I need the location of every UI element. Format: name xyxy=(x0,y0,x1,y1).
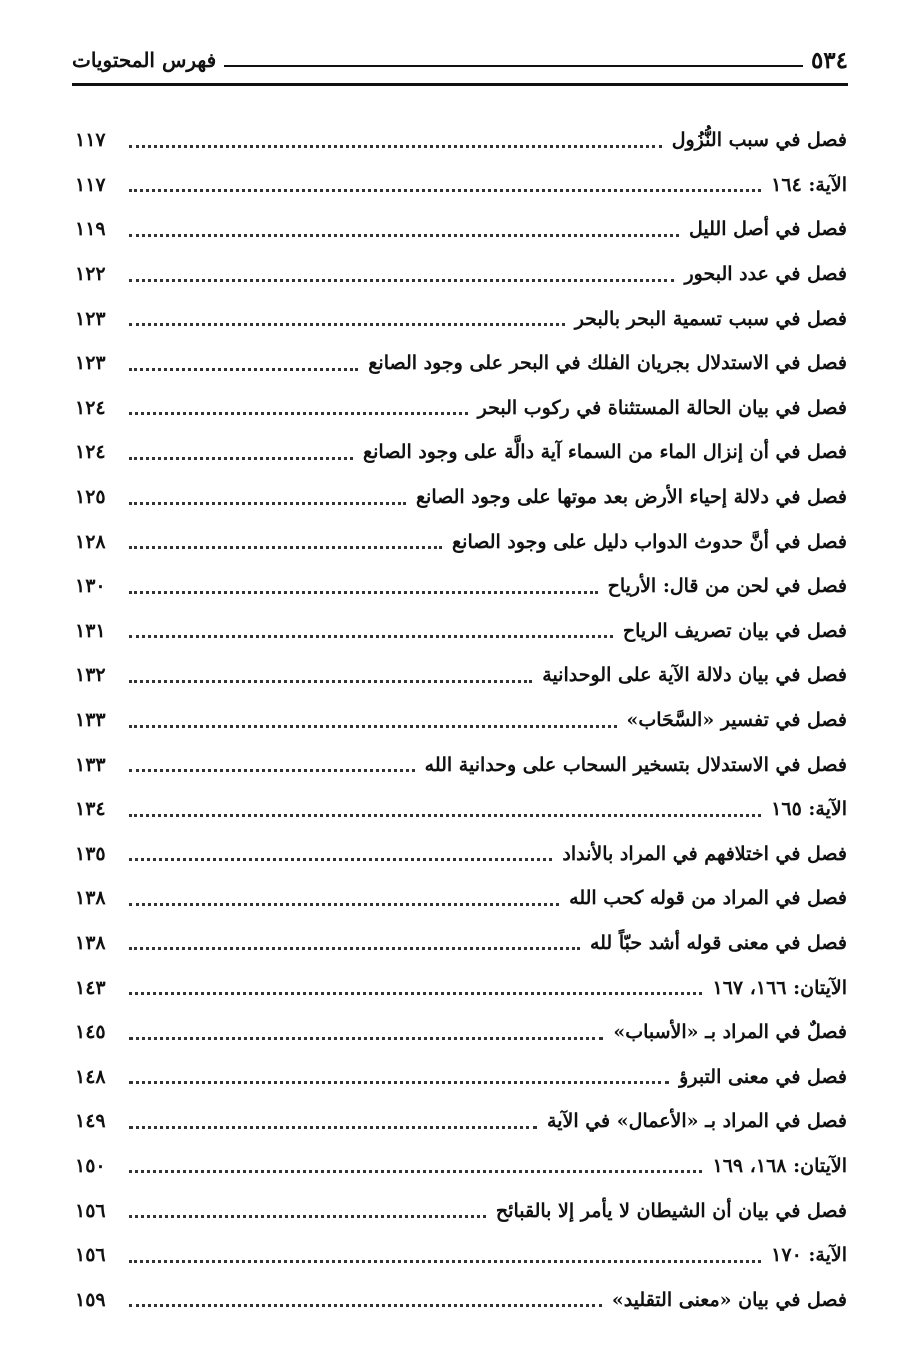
entry-title: فصل في المراد بـ «الأعمال» في الآية xyxy=(547,1110,847,1133)
dot-leader xyxy=(129,323,565,326)
toc-entry xyxy=(75,609,847,654)
entry-page-number: ١٥٦ xyxy=(75,1199,106,1222)
entry-page-number: ١٢٣ xyxy=(75,352,106,375)
entry-title: فصل في اختلافهم في المراد بالأنداد xyxy=(562,842,847,865)
entry-page-number: ١١٧ xyxy=(75,129,106,152)
dot-leader xyxy=(129,1215,486,1218)
entry-title: فصل في معنى قوله أشد حبّاً لله xyxy=(589,931,847,954)
toc-entry xyxy=(75,1099,847,1144)
entry-title: فصل في عدد البحور xyxy=(684,263,847,286)
entry-title: فصل في أنَّ حدوث الدواب دليل على وجود الصانع xyxy=(452,530,847,553)
entry-page-number: ١٣٥ xyxy=(75,842,106,865)
dot-leader xyxy=(129,1037,603,1040)
header-rule xyxy=(72,83,848,86)
entry-title: فصل في دلالة إحياء الأرض بعد موتها على وجود الصانع xyxy=(415,486,847,509)
entry-page-number: ١٥٠ xyxy=(75,1154,106,1177)
dot-leader xyxy=(129,1304,602,1307)
dot-leader xyxy=(129,368,358,371)
entry-title: الآية: ١٦٤ xyxy=(771,173,847,196)
entry-page-number: ١٣٨ xyxy=(75,931,106,954)
dot-leader xyxy=(129,279,674,282)
toc-entry xyxy=(75,832,847,877)
dot-leader xyxy=(129,635,613,638)
dot-leader xyxy=(129,546,442,549)
dot-leader xyxy=(129,814,761,817)
toc-entry xyxy=(75,698,847,743)
entry-title: فصل في أصل الليل xyxy=(689,218,847,241)
dot-leader xyxy=(129,769,415,772)
toc-entry xyxy=(75,475,847,520)
entry-title: فصل في تفسير «السَّحَاب» xyxy=(626,709,847,732)
entry-page-number: ١٤٣ xyxy=(75,976,106,999)
entry-title: فصل في سبب النُّزُول xyxy=(671,129,847,152)
entry-page-number: ١٣٣ xyxy=(75,709,106,732)
toc-entry xyxy=(75,653,847,698)
entry-page-number: ١٣٨ xyxy=(75,887,106,910)
entry-title: فصل في أن إنزال الماء من السماء آية دالَّة على وجود الصانع xyxy=(363,441,847,464)
page-header xyxy=(72,40,848,80)
entry-page-number: ١٢٢ xyxy=(75,263,106,286)
dot-leader xyxy=(129,412,468,415)
toc-entry xyxy=(75,1233,847,1278)
entry-title: فصل في الاستدلال بتسخير السحاب على وحدانية الله xyxy=(424,753,847,776)
toc-entry xyxy=(75,163,847,208)
dot-leader xyxy=(129,189,761,192)
header-line xyxy=(224,65,803,67)
entry-title: فصل في الاستدلال بجريان الفلك في البحر على وجود الصانع xyxy=(368,352,847,375)
toc-entry xyxy=(75,118,847,163)
toc-entry xyxy=(75,1188,847,1233)
toc-entry xyxy=(75,207,847,252)
dot-leader xyxy=(129,145,662,148)
entry-title: فصل في بيان تصريف الرياح xyxy=(622,619,847,642)
entry-title: فصلٌ في المراد بـ «الأسباب» xyxy=(613,1021,847,1044)
toc-list xyxy=(75,118,847,1322)
entry-page-number: ١٣١ xyxy=(75,619,106,642)
entry-page-number: ١٤٩ xyxy=(75,1110,106,1133)
dot-leader xyxy=(129,1126,537,1129)
entry-page-number: ١١٩ xyxy=(75,218,106,241)
toc-entry xyxy=(75,876,847,921)
dot-leader xyxy=(129,457,353,460)
toc-entry xyxy=(75,787,847,832)
dot-leader xyxy=(129,591,598,594)
entry-page-number: ١٥٦ xyxy=(75,1244,106,1267)
toc-entry xyxy=(75,965,847,1010)
entry-page-number: ١٢٤ xyxy=(75,396,106,419)
toc-entry xyxy=(75,1277,847,1322)
toc-entry xyxy=(75,1144,847,1189)
header-title: فهرس المحتويات xyxy=(72,48,217,72)
toc-entry xyxy=(75,386,847,431)
entry-page-number: ١٢٣ xyxy=(75,307,106,330)
entry-title: فصل في معنى التبرؤ xyxy=(679,1065,847,1088)
entry-title: فصل في بيان «معنى التقليد» xyxy=(611,1288,847,1311)
entry-title: الآيتان: ١٦٦، ١٦٧ xyxy=(712,976,847,999)
entry-title: فصل في سبب تسمية البحر بالبحر xyxy=(574,307,847,330)
toc-entry xyxy=(75,430,847,475)
entry-title: الآيتان: ١٦٨، ١٦٩ xyxy=(712,1154,847,1177)
entry-title: الآية: ١٦٥ xyxy=(771,798,847,821)
toc-entry xyxy=(75,564,847,609)
entry-page-number: ١٢٨ xyxy=(75,530,106,553)
entry-page-number: ١٤٨ xyxy=(75,1065,106,1088)
entry-title: فصل في بيان أن الشيطان لا يأمر إلا بالقبائح xyxy=(495,1199,847,1222)
toc-entry xyxy=(75,1010,847,1055)
dot-leader xyxy=(129,903,559,906)
dot-leader xyxy=(129,680,532,683)
entry-title: فصل في بيان الحالة المستثناة في ركوب البحر xyxy=(477,396,847,419)
dot-leader xyxy=(129,234,679,237)
entry-page-number: ١٢٤ xyxy=(75,441,106,464)
entry-title: الآية: ١٧٠ xyxy=(771,1244,847,1267)
toc-entry xyxy=(75,296,847,341)
toc-entry xyxy=(75,341,847,386)
page-number: ٥٣٤ xyxy=(810,46,848,74)
entry-page-number: ١٥٩ xyxy=(75,1288,106,1311)
entry-page-number: ١٣٠ xyxy=(75,575,106,598)
toc-entry xyxy=(75,921,847,966)
entry-page-number: ١٣٣ xyxy=(75,753,106,776)
dot-leader xyxy=(129,1170,702,1173)
dot-leader xyxy=(129,947,580,950)
toc-entry xyxy=(75,519,847,564)
entry-page-number: ١٣٢ xyxy=(75,664,106,687)
dot-leader xyxy=(129,992,702,995)
dot-leader xyxy=(129,725,617,728)
toc-entry xyxy=(75,1054,847,1099)
toc-entry xyxy=(75,252,847,297)
entry-page-number: ١١٧ xyxy=(75,173,106,196)
entry-title: فصل في المراد من قوله كحب الله xyxy=(569,887,847,910)
dot-leader xyxy=(129,502,406,505)
entry-title: فصل في بيان دلالة الآية على الوحدانية xyxy=(542,664,847,687)
entry-title: فصل في لحن من قال: الأرياح xyxy=(607,575,847,598)
dot-leader xyxy=(129,858,552,861)
toc-entry xyxy=(75,742,847,787)
entry-page-number: ١٤٥ xyxy=(75,1021,106,1044)
entry-page-number: ١٣٤ xyxy=(75,798,106,821)
dot-leader xyxy=(129,1081,669,1084)
dot-leader xyxy=(129,1260,761,1263)
entry-page-number: ١٢٥ xyxy=(75,486,106,509)
